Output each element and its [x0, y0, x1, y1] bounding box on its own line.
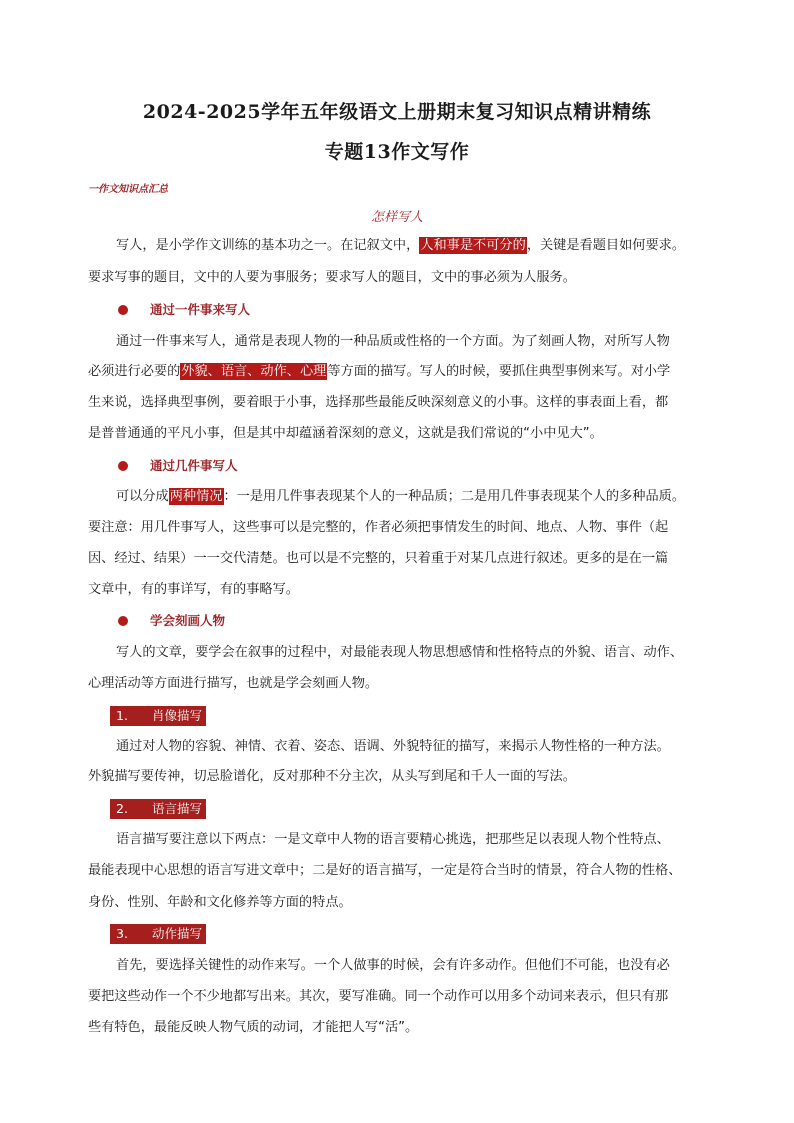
paragraph-line: 生来说，选择典型事例，要着眼于小事，选择那些最能反映深刻意义的小事。这样的事表面上看，都: [88, 395, 669, 410]
paragraph-text: ：一是用几件事表现某个人的一种品质；二是用几件事表现某个人的多种品质。: [223, 489, 686, 504]
paragraph-text: 必须进行必要的: [88, 364, 181, 379]
bullet-icon: [118, 616, 128, 626]
numbered-heading-3: [110, 924, 206, 944]
paragraph-line: 是普普通通的平凡小事，但是其中却蕴涵着深刻的意义，这就是我们常说的“小中见大”。: [88, 426, 603, 441]
bullet-heading-1: [118, 300, 250, 320]
sub-heading: 怎样写人: [370, 210, 423, 225]
item-label: 动作描写: [151, 926, 202, 941]
paragraph-line: [116, 487, 685, 507]
paragraph-line: 因、经过、结果）一一交代清楚。也可以是不完整的，只着重于对某几点进行叙述。更多的是在一篇: [88, 551, 669, 566]
intro-line-2: 要求写事的题目，文中的人要为事服务；要求写人的题目，文中的事必须为人服务。: [88, 270, 576, 285]
item-number: 2.: [116, 801, 128, 816]
paragraph-line: 身份、性别、年龄和文化修养等方面的特点。: [88, 895, 352, 910]
paragraph-line: 些有特色，最能反映人物气质的动词，才能把人写“活”。: [88, 1020, 419, 1035]
paragraph-line: 最能表现中心思想的语言写进文章中；二是好的语言描写，一定是符合当时的情景，符合人物的性格、: [88, 863, 682, 878]
paragraph-line: 心理活动等方面进行描写，也就是学会刻画人物。: [88, 676, 379, 691]
bullet-label: 学会刻画人物: [150, 613, 226, 628]
section-label: 一作文知识点汇总: [88, 184, 168, 195]
paragraph-line: 首先，要选择关键性的动作来写。一个人做事的时候，会有许多动作。但他们不可能，也没有必: [116, 958, 670, 973]
intro-text: ，关键是看题目如何要求。: [526, 238, 686, 253]
bullet-heading-3: [118, 611, 225, 631]
item-label: 肖像描写: [151, 708, 202, 723]
highlight-text: 人和事是不可分的: [420, 238, 526, 253]
paragraph-line: 要注意：用几件事写人，这些事可以是完整的，作者必须把事情发生的时间、地点、人物、事件（起: [88, 520, 669, 535]
paragraph-line: 外貌描写要传神，切忌脸谱化，反对那种不分主次，从头写到尾和千人一面的写法。: [88, 769, 576, 784]
item-label: 语言描写: [151, 801, 202, 816]
intro-line-1: [116, 236, 685, 256]
paragraph-line: 通过一件事来写人，通常是表现人物的一种品质或性格的一个方面。为了刻画人物，对所写人物: [116, 334, 670, 349]
bullet-icon: [118, 305, 128, 315]
paragraph-line: [88, 362, 670, 382]
paragraph-line: 通过对人物的容貌、神情、衣着、姿态、语调、外貌特征的描写，来揭示人物性格的一种方法。: [116, 739, 670, 754]
document-subtitle: 专题13作文写作: [324, 141, 470, 163]
paragraph-line: 语言描写要注意以下两点：一是文章中人物的语言要精心挑选，把那些足以表现人物个性特点、: [116, 832, 670, 847]
paragraph-line: 要把这些动作一个不少地都写出来。其次，要写准确。同一个动作可以用多个动词来表示，但只有那: [88, 989, 669, 1004]
paragraph-line: 写人的文章，要学会在叙事的过程中，对最能表现人物思想感情和性格特点的外貌、语言、动作、: [116, 645, 684, 660]
bullet-heading-2: [118, 456, 238, 476]
bullet-label: 通过一件事来写人: [150, 302, 251, 317]
document-title: 2024-2025学年五年级语文上册期末复习知识点精讲精练: [142, 101, 652, 123]
paragraph-line: 文章中，有的事详写，有的事略写。: [88, 582, 299, 597]
bullet-label: 通过几件事写人: [150, 458, 238, 473]
highlight-text: 两种情况: [169, 489, 223, 504]
numbered-heading-1: [110, 706, 206, 726]
highlight-text: 外貌、语言、动作、心理: [181, 364, 327, 379]
paragraph-text: 可以分成: [116, 489, 169, 504]
bullet-icon: [118, 461, 128, 471]
intro-text: 写人，是小学作文训练的基本功之一。在记叙文中，: [116, 238, 420, 253]
numbered-heading-2: [110, 799, 206, 819]
paragraph-text: 等方面的描写。写人的时候，要抓住典型事例来写。对小学: [327, 364, 671, 379]
item-number: 1.: [116, 708, 128, 723]
item-number: 3.: [116, 926, 128, 941]
